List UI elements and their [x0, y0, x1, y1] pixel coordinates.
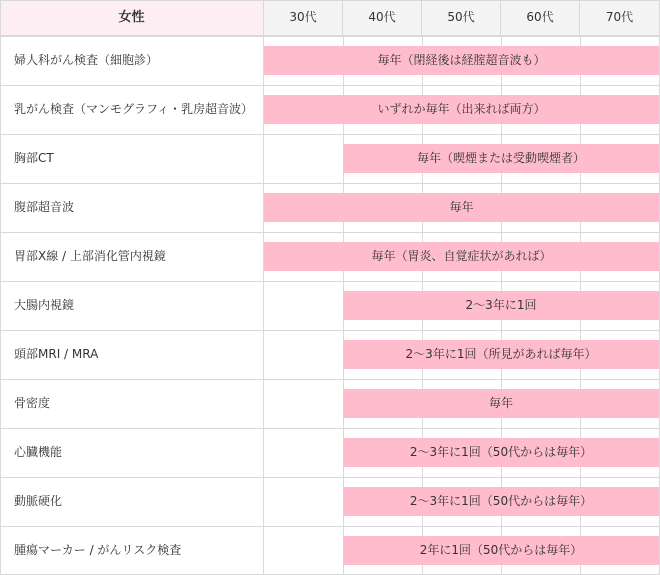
header-female: 女性: [0, 0, 264, 35]
schedule-bar: 2～3年に1回: [343, 291, 659, 320]
schedule-bar: 毎年（胃炎、自覚症状があれば）: [264, 242, 659, 271]
schedule-bar: 毎年（喫煙または受動喫煙者）: [343, 144, 659, 173]
schedule-bar: 2～3年に1回（50代からは毎年）: [343, 438, 659, 467]
schedule-bar: 2年に1回（50代からは毎年）: [343, 536, 659, 565]
schedule-bar: いずれか毎年（出来れば両方）: [264, 95, 659, 124]
header-age-5: 70代: [580, 0, 660, 35]
header-age-2: 40代: [343, 0, 422, 35]
row-label: 胃部X線 / 上部消化管内視鏡: [0, 232, 264, 281]
row-label: 骨密度: [0, 379, 264, 428]
schedule-bar: 2～3年に1回（50代からは毎年）: [343, 487, 659, 516]
schedule-bar: 毎年（閉経後は経腟超音波も）: [264, 46, 659, 75]
row-label: 心臓機能: [0, 428, 264, 477]
header-age-3: 50代: [422, 0, 501, 35]
row-label: 大腸内視鏡: [0, 281, 264, 330]
row-label: 腹部超音波: [0, 183, 264, 232]
row-label: 胸部CT: [0, 134, 264, 183]
row-label: 乳がん検査（マンモグラフィ・乳房超音波）: [0, 85, 264, 134]
schedule-bar: 毎年: [343, 389, 659, 418]
schedule-bar: 2～3年に1回（所見があれば毎年）: [343, 340, 659, 369]
row-label: 腫瘍マーカー / がんリスク検査: [0, 526, 264, 575]
header-age-1: 30代: [264, 0, 343, 35]
header-age-4: 60代: [501, 0, 580, 35]
schedule-bar: 毎年: [264, 193, 659, 222]
row-label: 動脈硬化: [0, 477, 264, 526]
row-label: 頭部MRI / MRA: [0, 330, 264, 379]
row-label: 婦人科がん検査（細胞診）: [0, 36, 264, 85]
